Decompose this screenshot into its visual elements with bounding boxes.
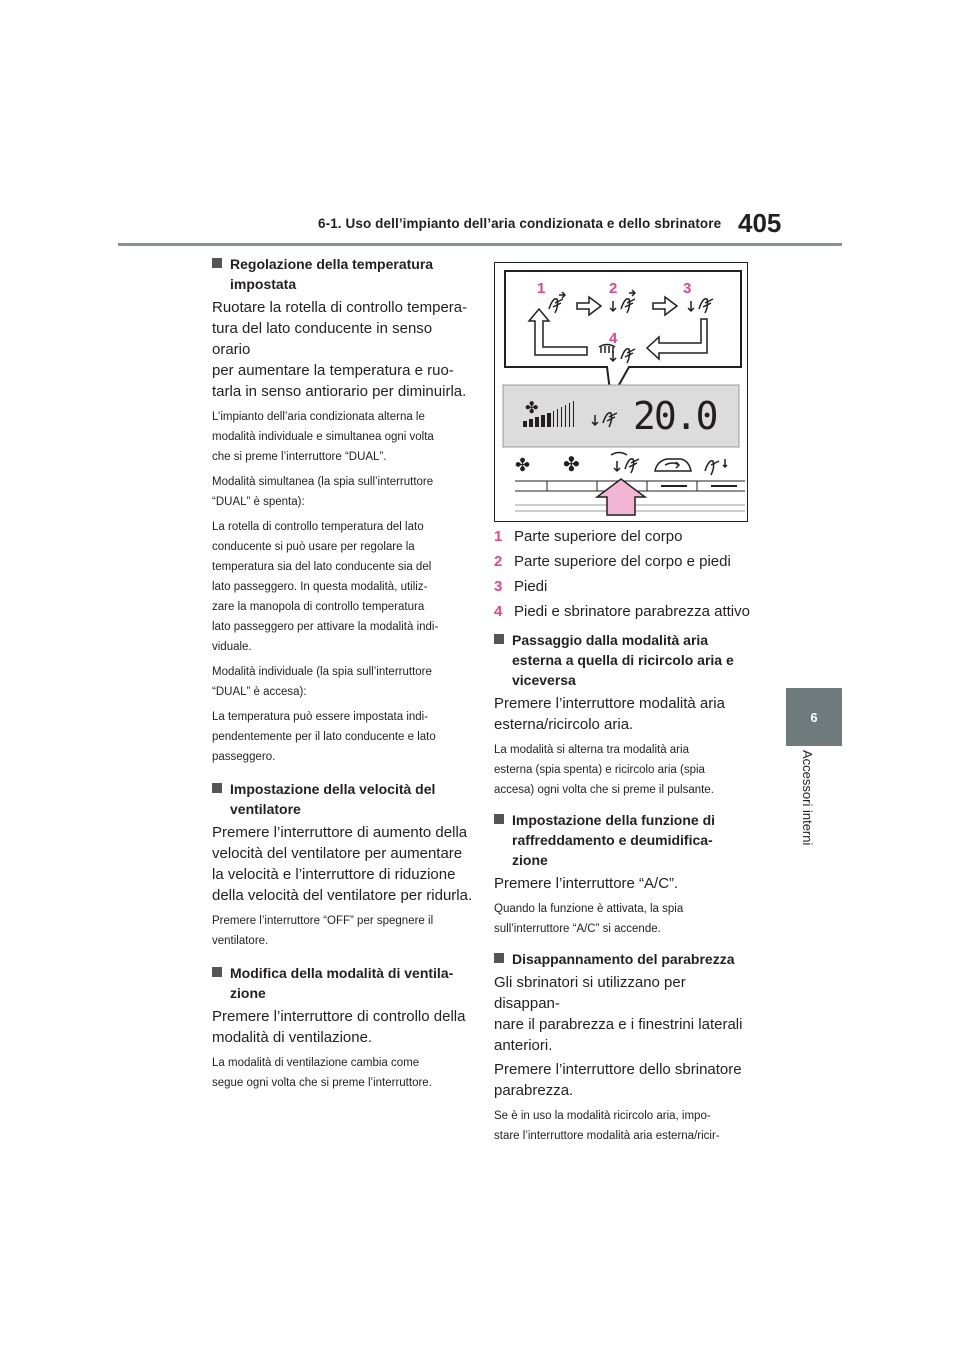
callout-4: 4 (609, 330, 618, 347)
paragraph: Ruotare la rotella di controllo tempera- tura del lato conducente in senso orario per aumentare la temperatura e ruo- tarla in senso antiorario per diminuirla. (212, 299, 468, 400)
paragraph: Premere l’interruttore di aumento della velocità del ventilatore per aumentare la velocità e l’interruttore di riduzione della velocità del ventilatore per ridurla. (212, 824, 473, 904)
list-item: 4 Piedi e sbrinatore parabrezza attivo (494, 603, 750, 620)
chapter-label: Accessori interni (800, 750, 815, 846)
note: Modalità individuale (la spia sull’interruttore “DUAL” è accesa): (212, 666, 432, 698)
mode-list (494, 524, 750, 624)
note: La modalità si alterna tra modalità aria esterna (spia spenta) e ricircolo aria (spia accesa) ogni volta che si preme il pulsante. (494, 744, 714, 796)
note: Modalità simultanea (la spia sull’interruttore “DUAL” è spenta): (212, 476, 434, 508)
chapter-label-box (800, 750, 820, 900)
note: La modalità di ventilazione cambia come segue ogni volta che si preme l’interruttore. (212, 1057, 432, 1089)
fan-up-icon: ✤ (563, 452, 580, 476)
callout-1: 1 (537, 280, 546, 297)
fan-icon: ✤ (525, 398, 539, 417)
section-heading-recirculation: Passaggio dalla modalità aria esterna a quella di ricircolo aria e viceversa (494, 630, 750, 690)
header-rule (118, 243, 842, 246)
fan-down-icon: ✤ (515, 455, 531, 476)
callout-3: 3 (683, 280, 692, 297)
note: Premere l’interruttore “OFF” per spegnere il ventilatore. (212, 915, 434, 947)
airflow-mode-figure (494, 262, 748, 522)
callout-2: 2 (609, 280, 618, 297)
note: La rotella di controllo temperatura del lato conducente si può usare per regolare la temperatura sia del lato conducente sia del lato passeggero. In questa modalità, utiliz- zare la manopola di controllo temperatura lato passeggero per attivare la modalità indi- viduale. (212, 521, 439, 653)
list-item: 1 Parte superiore del corpo (494, 528, 683, 545)
note: Se è in uso la modalità ricircolo aria, impo- stare l’interruttore modalità aria esterna/ricir- (494, 1110, 720, 1142)
climate-panel-illustration (495, 263, 747, 521)
paragraph: Premere l’interruttore modalità aria esterna/ricircolo aria. (494, 695, 725, 733)
note: La temperatura può essere impostata indi- pendentemente per il lato conducente e lato passeggero. (212, 711, 436, 763)
chapter-tab: 6 (786, 688, 842, 746)
paragraph: Premere l’interruttore dello sbrinatore parabrezza. (494, 1061, 742, 1099)
page-number: 405 (738, 208, 782, 238)
paragraph: Premere l’interruttore “A/C”. (494, 875, 679, 892)
section-heading-airflow-mode: Modifica della modalità di ventila- zione (212, 963, 474, 1003)
section-heading-ac: Impostazione della funzione di raffreddamento e deumidifica- zione (494, 810, 750, 870)
recirculation-icon (655, 459, 691, 471)
paragraph: Premere l’interruttore di controllo della modalità di ventilazione. (212, 1008, 466, 1046)
note: L’impianto dell’aria condizionata alterna le modalità individuale e simultanea ogni volta che si preme l’interruttore “DUAL”. (212, 411, 434, 463)
left-column (212, 254, 474, 1093)
right-column (494, 524, 750, 1146)
note: Quando la funzione è attivata, la spia sull’interruttore “A/C” si accende. (494, 903, 684, 935)
paragraph: Gli sbrinatori si utilizzano per disappan- nare il parabrezza e i finestrini laterali anteriori. (494, 974, 743, 1054)
mode-button-icon (611, 453, 639, 474)
section-heading-defog: Disappannamento del parabrezza (494, 949, 750, 969)
list-item: 2 Parte superiore del corpo e piedi (494, 553, 731, 570)
list-item: 3 Piedi (494, 578, 548, 595)
pointer-arrow (597, 479, 645, 515)
outside-air-icon (705, 459, 727, 475)
temperature-readout: 20.0 (633, 394, 717, 438)
section-heading-temperature: Regolazione della temperatura impostata (212, 254, 474, 294)
section-heading-fan-speed: Impostazione della velocità del ventilatore (212, 779, 474, 819)
running-header: 6-1. Uso dell’impianto dell’aria condizionata e dello sbrinatore (318, 216, 722, 231)
